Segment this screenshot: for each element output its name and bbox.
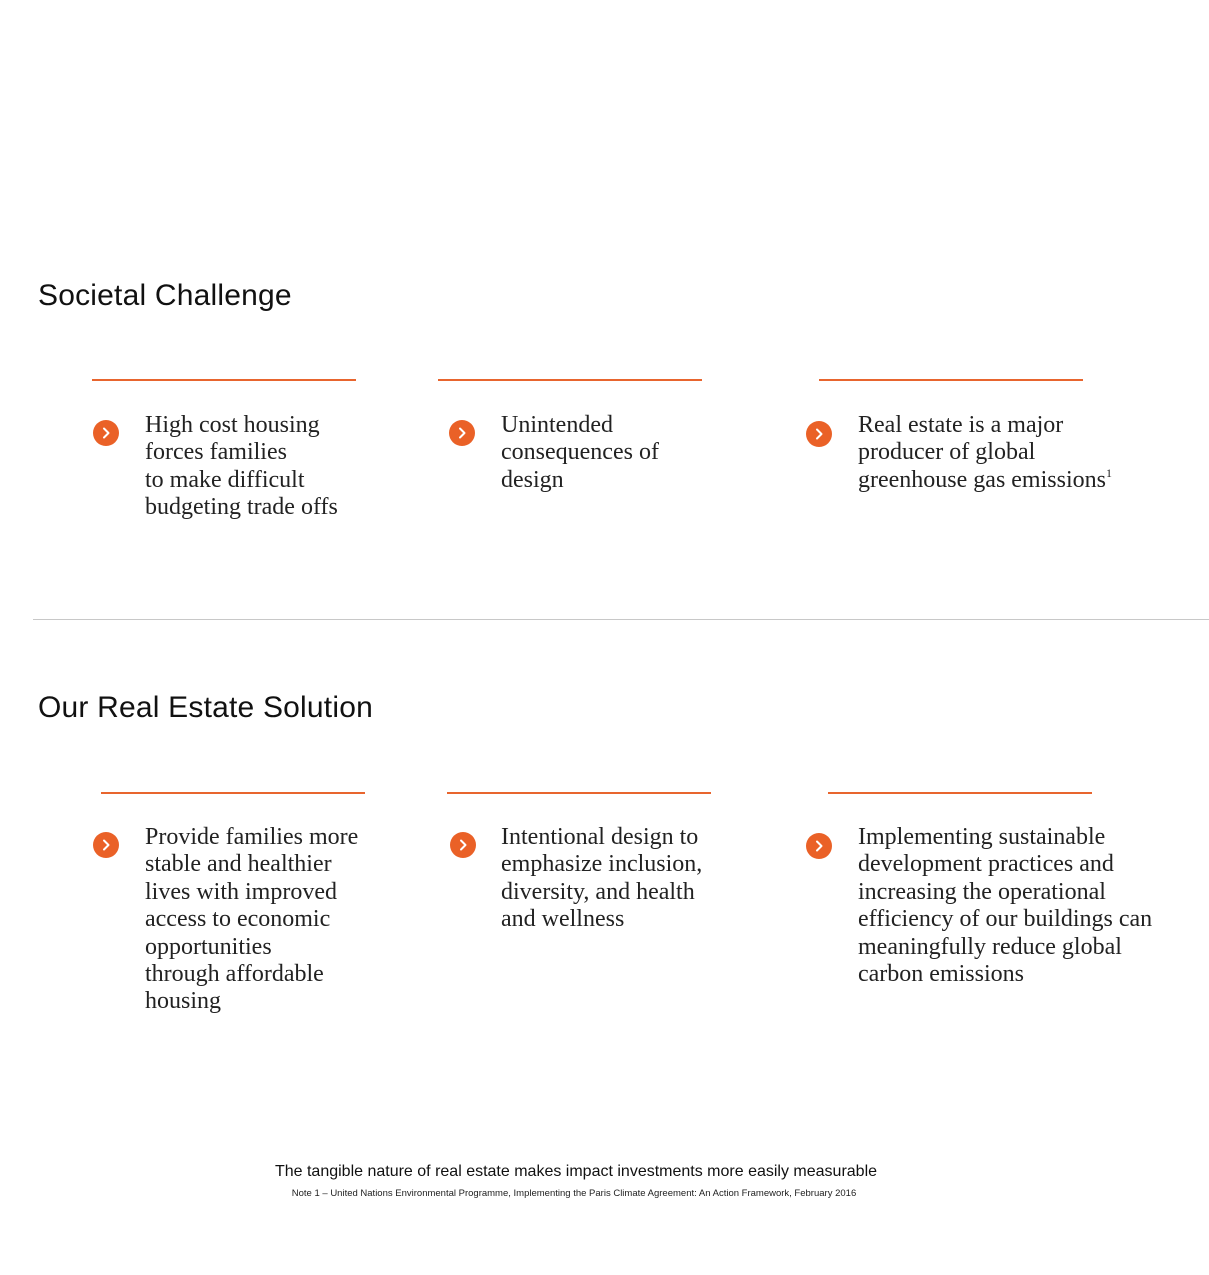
solution-rule-3 bbox=[828, 792, 1092, 794]
solution-item-text: Intentional design to emphasize inclusion, diversity, and health and wellness bbox=[501, 824, 703, 933]
solution-item-text: Provide families more stable and healthier lives with improved access to economic opportunities through affordable housing bbox=[145, 824, 359, 1015]
real-estate-solution-title: Our Real Estate Solution bbox=[38, 691, 373, 724]
challenge-item-text: Unintended consequences of design bbox=[501, 412, 659, 493]
solution-item-text: Implementing sustainable development practices and increasing the operational efficiency of our buildings can meaningfully reduce global carbon emissions bbox=[858, 824, 1153, 988]
challenge-item-text: Real estate is a major producer of global greenhouse gas emissions bbox=[858, 412, 1106, 493]
section-divider bbox=[33, 619, 1209, 620]
chevron-right-icon bbox=[93, 420, 119, 446]
solution-rule-1 bbox=[101, 792, 365, 794]
footnote: Note 1 – United Nations Environmental Programme, Implementing the Paris Climate Agreement: An Action Framework, February 2016 bbox=[291, 1188, 857, 1199]
solution-rule-2 bbox=[447, 792, 711, 794]
challenge-rule-2 bbox=[438, 379, 702, 381]
societal-challenge-title: Societal Challenge bbox=[38, 279, 292, 312]
challenge-item-text-with-note bbox=[858, 412, 1178, 494]
chevron-right-icon bbox=[806, 421, 832, 447]
chevron-right-icon bbox=[449, 420, 475, 446]
footnote-marker: 1 bbox=[1105, 465, 1112, 480]
challenge-item-text: High cost housing forces families to make difficult budgeting trade offs bbox=[145, 412, 338, 521]
measurability-statement: The tangible nature of real estate makes impact investments more easily measurable bbox=[274, 1163, 878, 1180]
chevron-right-icon bbox=[806, 833, 832, 859]
challenge-rule-1 bbox=[92, 379, 356, 381]
chevron-right-icon bbox=[450, 832, 476, 858]
chevron-right-icon bbox=[93, 832, 119, 858]
challenge-rule-3 bbox=[819, 379, 1083, 381]
